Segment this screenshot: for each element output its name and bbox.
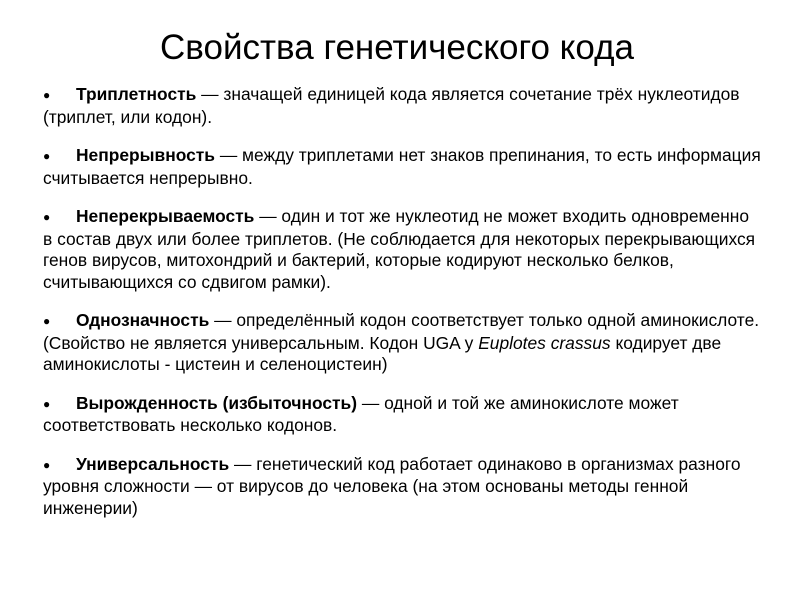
bullet-icon: ●: [43, 88, 51, 102]
item-term: Однозначность: [76, 310, 210, 330]
bullet-icon: ●: [43, 457, 51, 472]
item-term: Триплетность: [76, 84, 197, 104]
item-text-after: кодирует две аминокислоты - цистеин и селеноцистеин): [43, 332, 722, 374]
item-text: — генетический код работает одинаково в организмах разного уровня сложности — от вирусов до человека (на этом основаны методы генной инженерии): [43, 453, 741, 518]
item-term: Вырожденность (избыточность): [76, 392, 358, 413]
item-text: — одной и той же аминокислоте может соответствовать несколько кодонов.: [43, 392, 679, 435]
bullet-icon: ●: [43, 396, 51, 411]
item-term: Непрерывность: [76, 145, 215, 165]
item-text: — между триплетами нет знаков препинания, то есть информация считывается непрерывно.: [43, 145, 761, 188]
list-item-degeneracy: [43, 393, 763, 437]
list-item-unambiguity: [43, 310, 763, 376]
item-term: Неперекрываемость: [76, 206, 255, 226]
list-item-universality: [43, 454, 763, 520]
list-item-non-overlapping: [43, 206, 763, 293]
slide-title: Свойства генетического кода: [160, 28, 634, 67]
list-item-triplet: [43, 84, 763, 128]
bullet-icon: ●: [43, 149, 51, 163]
list-item-continuity: [43, 145, 763, 189]
properties-list: [43, 84, 763, 536]
item-text: — один и тот же нуклеотид не может входить одновременно в состав двух или более триплетов. (Не соблюдается для некоторых перекрывающихся генов вирусов, митохондрий и бактерий, которые кодируют несколько белков, считывающихся со сдвигом рамки).: [43, 206, 756, 292]
item-term: Универсальность: [76, 453, 230, 474]
item-text: — значащей единицей кода является сочетание трёх нуклеотидов (триплет, или кодон).: [43, 84, 740, 127]
item-species-name: Euplotes crassus: [478, 332, 611, 353]
item-text: — определённый кодон соответствует только одной аминокислоте. (Свойство не является универсальным. Кодон UGA у: [43, 310, 760, 353]
bullet-icon: ●: [43, 210, 51, 224]
bullet-icon: ●: [43, 314, 51, 328]
